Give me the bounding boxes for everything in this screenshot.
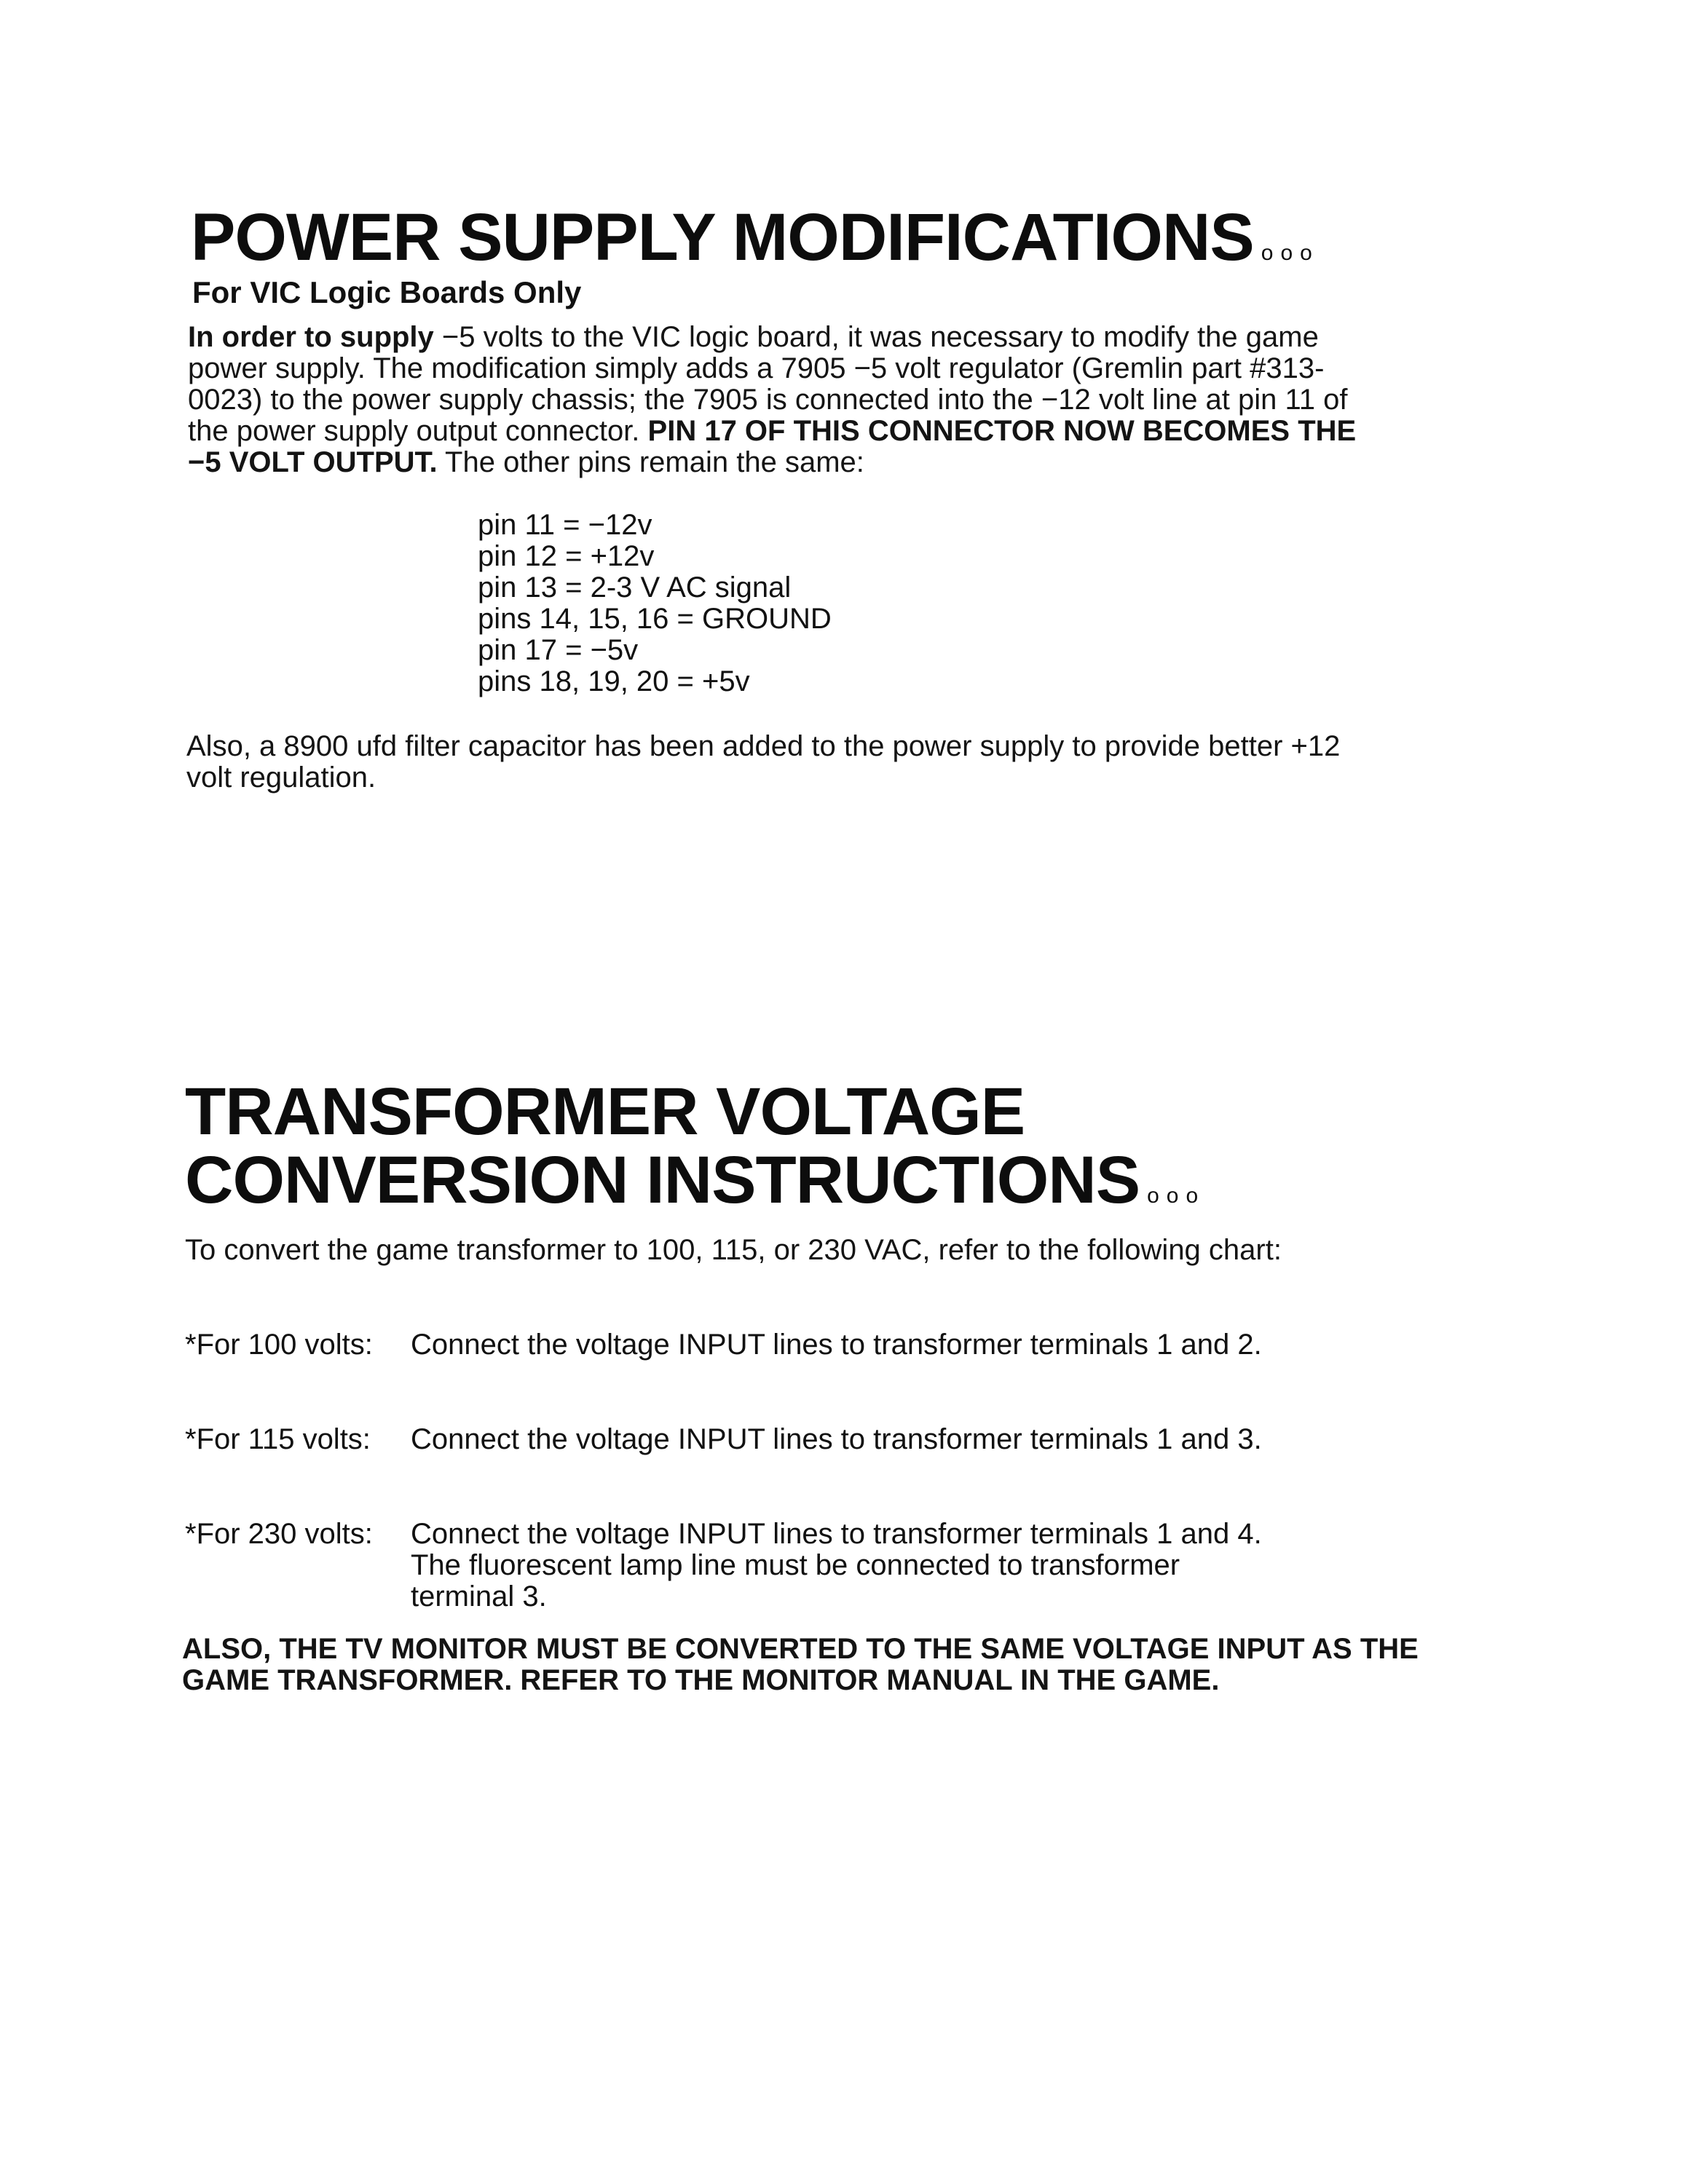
monitor-warning: ALSO, THE TV MONITOR MUST BE CONVERTED TO THE SAME VOLTAGE INPUT AS THE GAME TRANSFORMER. REFER TO THE MONITOR MANUAL IN THE GAME.	[182, 1633, 1419, 1696]
conversion-label: *For 115 volts:	[185, 1423, 371, 1455]
title-dots: ooo	[1261, 241, 1320, 265]
paragraph-bold-notice: PIN 17 OF THIS CONNECTOR NOW BECOMES THE −5 VOLT OUTPUT.	[188, 415, 1357, 478]
conversion-text: Connect the voltage INPUT lines to transformer terminals 1 and 3.	[411, 1423, 1262, 1455]
conversion-text: Connect the voltage INPUT lines to transformer terminals 1 and 4. The fluorescent lamp line must be connected to transformer terminal 3.	[411, 1518, 1262, 1613]
power-supply-title	[191, 200, 1320, 274]
vic-subtitle: For VIC Logic Boards Only	[192, 275, 582, 309]
power-supply-title-text: POWER SUPPLY MODIFICATIONS	[191, 200, 1254, 274]
pin-item: pin 11 = −12v	[478, 509, 652, 541]
paragraph-text: −5 volts to the VIC logic board, it was necessary to modify the game power supply. The modification simply adds a 7905 −5 volt regulator (Gremlin part #313-0023) to the power supply chassis; the 7905 is connected into the −12 volt line at pin 11 of the power supply output connector.	[188, 321, 1348, 447]
conversion-text: Connect the voltage INPUT lines to transformer terminals 1 and 2.	[411, 1329, 1262, 1361]
conversion-row	[185, 1519, 1379, 1613]
transformer-intro: To convert the game transformer to 100, 115, or 230 VAC, refer to the following chart:	[185, 1234, 1282, 1266]
power-supply-paragraph	[188, 322, 1382, 478]
paragraph-tail: The other pins remain the same:	[437, 446, 864, 478]
pin-item: pins 14, 15, 16 = GROUND	[478, 603, 832, 635]
paragraph-bold-lead: In order to supply	[188, 321, 434, 353]
pin-item: pin 13 = 2-3 V AC signal	[478, 571, 792, 604]
transformer-title	[185, 1077, 1205, 1230]
title-dots: ooo	[1147, 1184, 1206, 1208]
capacitor-paragraph: Also, a 8900 ufd filter capacitor has been added to the power supply to provide better +12 volt regulation.	[186, 730, 1341, 794]
conversion-row	[185, 1329, 1379, 1361]
pin-item: pin 17 = −5v	[478, 634, 639, 666]
transformer-title-line2: CONVERSION INSTRUCTIONS	[185, 1143, 1140, 1217]
conversion-label: *For 100 volts:	[185, 1329, 373, 1361]
pin-item: pins 18, 19, 20 = +5v	[478, 665, 750, 697]
pin-list	[478, 510, 832, 697]
transformer-title-line1: TRANSFORMER VOLTAGE	[185, 1075, 1025, 1149]
conversion-label: *For 230 volts:	[185, 1518, 373, 1550]
conversion-row	[185, 1424, 1379, 1455]
pin-item: pin 12 = +12v	[478, 540, 655, 572]
